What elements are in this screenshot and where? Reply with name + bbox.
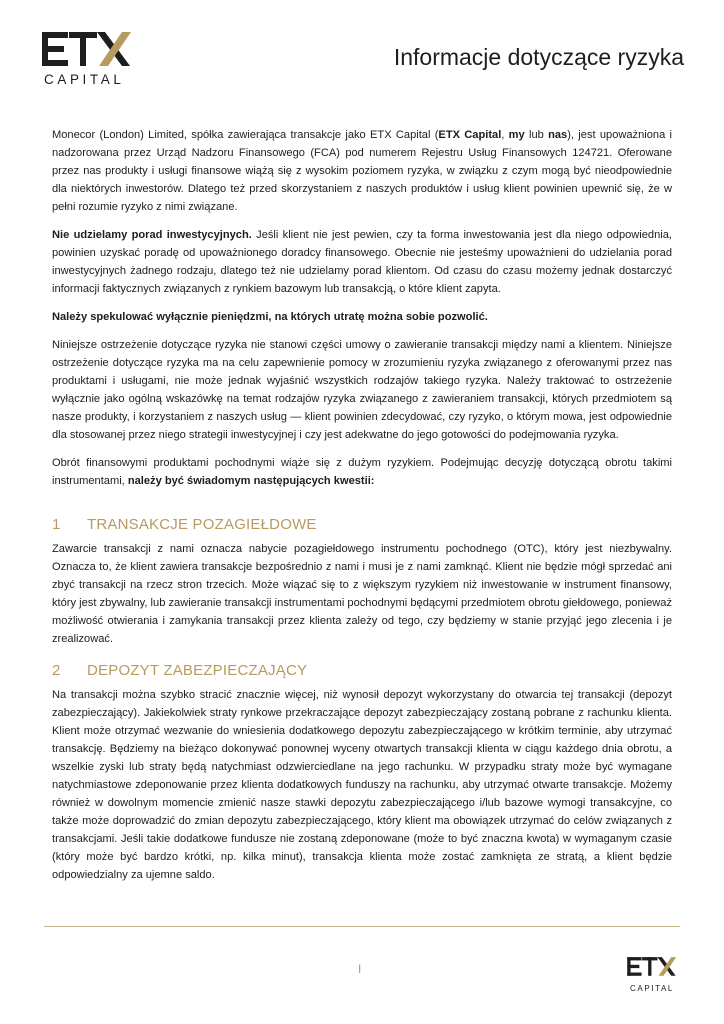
section-1: [52, 516, 672, 648]
intro-paragraph-5: Obrót finansowymi produktami pochodnymi wiąże się z dużym ryzykiem. Podejmując decyzję dotyczącą obrotu takimi instrumentami, należy być świadomym następujących kwestii:: [52, 457, 672, 487]
intro-paragraph-3: Należy spekulować wyłącznie pieniędzmi, na których utratę można sobie pozwolić.: [52, 311, 488, 323]
page-marker: I: [358, 962, 362, 976]
etx-capital-logo: [42, 30, 134, 87]
document-body: [52, 126, 672, 894]
footer-logo-wordmark: CAPITAL: [630, 984, 674, 993]
section-title: DEPOZYT ZABEZPIECZAJĄCY: [87, 662, 308, 679]
section-body: Na transakcji można szybko stracić znacznie więcej, niż wynosił depozyt wykorzystany do otwarcia tej transakcji (depozyt zabezpieczający). Jakiekolwiek straty rynkowe przekraczające depozyt zabezpieczający zostaną pobrane z rachunku klienta. Klient może otrzymać wezwanie do wniesienia dodatkowego depozytu zabezpieczającego w krótkim terminie, aby utrzymać transakcję. Będziemy na bieżąco dokonywać ponownej wyceny otwartych transakcji klienta w ciągu każdego dnia obrotu, a wszelkie zyski lub straty będą natychmiast odzwierciedlane na jego rachunku. W przypadku straty może być wymagane natychmiastowe zdeponowanie przez klienta dodatkowych funduszy na rachunku, aby utrzymać otwarte transakcje. Możemy również w dowolnym momencie zmienić nasze stawki depozytu zabezpieczającego i/lub bazowe wymogi transakcyjne, co także może doprowadzić do zmian depozytu zabezpieczającego, który klient ma obowiązek utrzymać do celów związanych z transakcjami. Jeśli takie dodatkowe fundusze nie zostaną zdeponowane (może to być znaczna kwota) w wymaganym czasie (który może być bardzo krótki, np. kilka minut), transakcja klienta może zostać zamknięta ze stratą, a klient będzie odpowiedzialny za ujemne saldo.: [52, 689, 672, 881]
footer-logo: [626, 956, 678, 993]
footer-divider: [44, 926, 680, 927]
page-title: Informacje dotyczące ryzyka: [393, 44, 684, 70]
footer-etx-logo-mark: [626, 956, 678, 978]
section-number: 2: [52, 662, 61, 679]
etx-logo-mark: [42, 30, 132, 70]
intro-paragraph-2: Nie udzielamy porad inwestycyjnych. Jeśli klient nie jest pewien, czy ta forma inwestowania jest dla niego odpowiednia, powinien uzyskać poradę od upoważnionego doradcy finansowego. Obecnie nie jesteśmy upoważnieni do udzielania porad inwestycyjnych żadnego rodzaju, dlatego też nie udzielamy porad klientom. Od czasu do czasu możemy jednak dostarczyć informacji faktycznych związanych z rynkiem bazowym lub transakcją, o które klient zapyta.: [52, 229, 672, 295]
logo-wordmark: CAPITAL: [44, 72, 125, 87]
section-2: [52, 662, 672, 884]
section-title: TRANSAKCJE POZAGIEŁDOWE: [87, 516, 317, 533]
section-number: 1: [52, 516, 61, 533]
section-heading: [52, 516, 672, 533]
section-heading: [52, 662, 672, 679]
intro-paragraph-4: Niniejsze ostrzeżenie dotyczące ryzyka nie stanowi części umowy o zawieranie transakcji między nami a klientem. Niniejsze ostrzeżenie dotyczące ryzyka ma na celu zapewnienie pomocy w zrozumieniu ryzyka związanego z oferowanymi przez nas produktami i usługami, nie może jednak wyjaśnić wszystkich rodzajów takiego ryzyka. Należy traktować to ostrzeżenie wyłącznie jako ogólną wskazówkę na temat rodzajów ryzyka związanego z zawieraniem transakcji, których przedmiotem są nasze produkty, i korzystaniem z naszych usług — klient powinien zdecydować, czy ryzyko, o którym mowa, jest odpowiednie dla stosowanej przez niego strategii inwestycyjnej i czy jest adekwatne do jego gotowości do podejmowania ryzyka.: [52, 339, 672, 441]
intro-paragraph-1: Monecor (London) Limited, spółka zawierająca transakcje jako ETX Capital (ETX Capital, my lub nas), jest upoważniona i nadzorowana przez Urząd Nadzoru Finansowego (FCA) pod numerem Rejestru Usług Finansowych 124721. Oferowane przez nas produkty i usługi finansowe wiążą się z wysokim poziomem ryzyka, w związku z czym mogą być nieodpowiednie dla niektórych inwestorów. Dlatego też przed skorzystaniem z naszych produktów i usług klient powinien upewnić się, że w pełni rozumie ryzyko z nimi związane.: [52, 129, 673, 213]
section-body: Zawarcie transakcji z nami oznacza nabycie pozagiełdowego instrumentu pochodnego (OTC), który jest niezbywalny. Oznacza to, że klient zawiera transakcje bezpośrednio z nami i musi je z nami zamknąć. Klient nie będzie mógł sprzedać ani zbyć transakcji na rzecz stron trzecich. Może wiązać się to z większym ryzykiem niż inwestowanie w instrument finansowy, który jest zbywalny, lub zawieranie transakcji instrumentami pochodnymi będącymi przedmiotem obrotu giełdowego, ponieważ możliwość otwierania i zamykania transakcji przez klienta zależy od tego, czy będziemy w stanie przyjąć jego zlecenia i je zrealizować.: [52, 543, 672, 645]
